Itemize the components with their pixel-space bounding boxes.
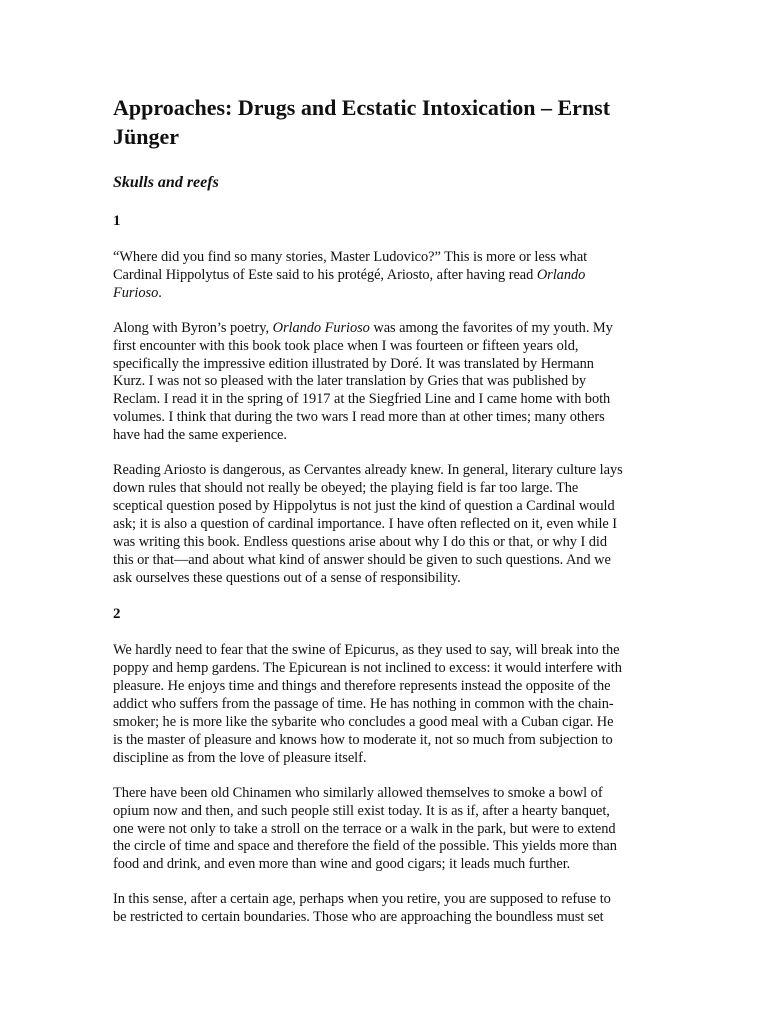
text-run: Along with Byron’s poetry, xyxy=(113,319,273,336)
text-line: ask ourselves these questions out of a sense of responsibility. xyxy=(113,569,461,586)
text-run: was among the favorites of my youth. My xyxy=(369,319,613,336)
text-line: specifically the impressive edition illustrated by Doré. It was translated by Hermann xyxy=(113,355,594,372)
paragraph xyxy=(113,320,643,445)
text-line: was writing this book. Endless questions arise about why I do this or that, or why I did xyxy=(113,533,608,550)
text-line: addict who suffers from the passage of time. He has nothing in common with the chain- xyxy=(113,696,614,713)
text-run: Cardinal Hippolytus of Este said to his protégé, Ariosto, after having read xyxy=(113,266,537,283)
text-line: There have been old Chinamen who similarly allowed themselves to smoke a bowl of xyxy=(113,784,603,801)
document-title xyxy=(113,93,643,151)
text-line: Reclam. I read it in the spring of 1917 at the Siegfried Line and I came home with both xyxy=(113,391,611,408)
paragraph xyxy=(113,891,643,927)
text-line: discipline as from the love of pleasure itself. xyxy=(113,749,367,766)
paragraph xyxy=(113,462,643,587)
section-number: 1 xyxy=(113,213,121,229)
document-subtitle: Skulls and reefs xyxy=(113,174,219,191)
book-title: Furioso xyxy=(113,284,159,301)
text-line: opium now and then, and such people still exist today. It is as if, after a hearty banquet, xyxy=(113,802,610,819)
text-line: “Where did you find so many stories, Master Ludovico?” This is more or less what xyxy=(113,249,588,265)
text-line: be restricted to certain boundaries. Those who are approaching the boundless must set xyxy=(113,909,604,926)
text-line: volumes. I think that during the two wars I read more than at other times; many others xyxy=(113,409,605,426)
paragraph xyxy=(113,642,643,767)
title-line: Jünger xyxy=(113,124,179,149)
text-line: ask; it is also a question of cardinal importance. I have often reflected on it, even while I xyxy=(113,515,618,532)
text-line xyxy=(113,320,643,338)
text-line: first encounter with this book took place when I was fourteen or fifteen years old, xyxy=(113,337,579,354)
text-line: In this sense, after a certain age, perhaps when you retire, you are supposed to refuse to xyxy=(113,891,611,908)
text-line: one were not only to take a stroll on the terrace or a walk in the park, but were to extend xyxy=(113,820,616,837)
text-line xyxy=(113,267,643,285)
text-line: We hardly need to fear that the swine of Epicurus, as they used to say, will break into the xyxy=(113,642,620,659)
book-title: Orlando Furioso xyxy=(272,319,370,336)
text-line: smoker; he is more like the sybarite who concludes a good meal with a Cuban cigar. He xyxy=(113,714,614,731)
text-line xyxy=(113,285,643,303)
document-page xyxy=(113,93,643,944)
text-line: the circle of time and space and therefore the field of the possible. This yields more than xyxy=(113,838,617,855)
title-line: Approaches: Drugs and Ecstatic Intoxication – Ernst xyxy=(113,95,611,120)
text-run: . xyxy=(158,284,162,301)
book-title: Orlando xyxy=(536,266,586,283)
text-line: pleasure. He enjoys time and things and therefore represents instead the opposite of the xyxy=(113,678,611,695)
text-line: this or that—and about what kind of answer should be given to such questions. And we xyxy=(113,551,611,568)
text-line: food and drink, and even more than wine and good cigars; it leads much further. xyxy=(113,856,571,873)
text-line: down rules that should not really be obeyed; the playing field is far too large. The xyxy=(113,479,579,496)
text-line: have had the same experience. xyxy=(113,427,287,444)
text-line: Kurz. I was not so pleased with the later translation by Gries that was published by xyxy=(113,373,586,390)
paragraph xyxy=(113,785,643,875)
text-line: is the master of pleasure and knows how to moderate it, not so much from subjection to xyxy=(113,731,613,748)
text-line: sceptical question posed by Hippolytus is not just the kind of question a Cardinal would xyxy=(113,497,615,514)
paragraph xyxy=(113,249,643,303)
text-line: Reading Ariosto is dangerous, as Cervantes already knew. In general, literary culture lays xyxy=(113,462,623,479)
section-number: 2 xyxy=(113,606,121,623)
text-line: poppy and hemp gardens. The Epicurean is not inclined to excess: it would interfere with xyxy=(113,660,622,677)
